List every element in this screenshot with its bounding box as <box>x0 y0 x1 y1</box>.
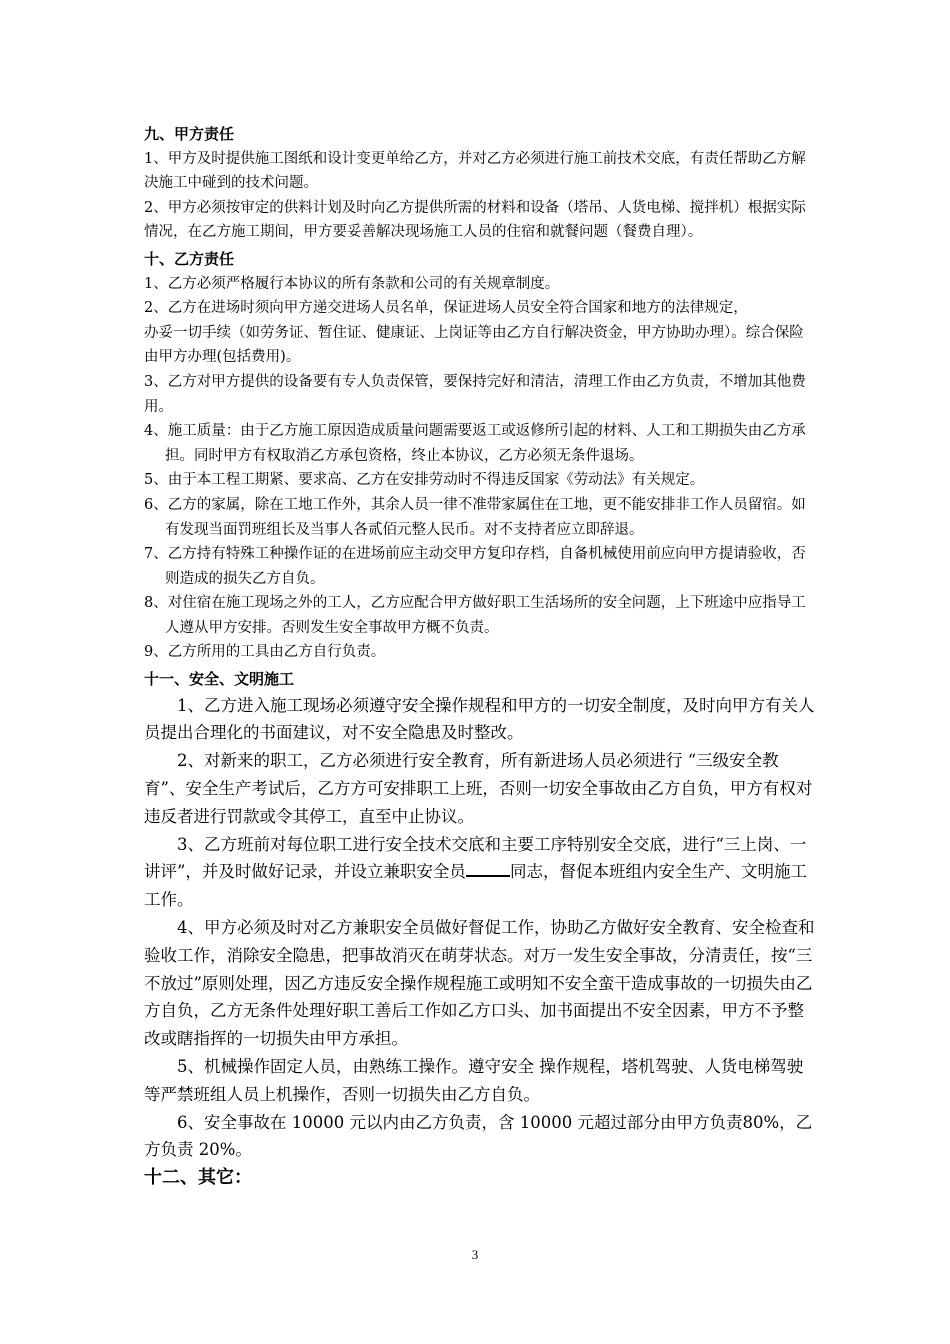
section-11-paragraph-3-part-1: 3、乙方班前对每位职工进行安全技术交底和主要工序特别安全交底，进行“三上岗、一讲评”，并及时做好记录，并设立兼职安全员 <box>144 834 807 882</box>
fill-in-blank <box>466 861 510 877</box>
section-11-heading: 十一、安全、文明施工 <box>144 670 295 689</box>
section-11-paragraph-6: 6、安全事故在 10000 元以内由乙方负责，含 10000 元超过部分由甲方负责80%，乙方负责 20%。 <box>144 1112 813 1160</box>
section-10-paragraph-9: 9、乙方所用的工具由乙方自行负责。 <box>144 644 386 661</box>
section-11-paragraph-3-part-2: 同志，督促本班组内安全生产、文明施工工作。 <box>144 862 807 910</box>
section-11-paragraph-1: 1、乙方进入施工现场必须遵守安全操作规程和甲方的一切安全制度，及时向甲方有关人员提出合理化的书面建议，对不安全隐患及时整改。 <box>144 695 815 743</box>
section-9-paragraph-2: 2、甲方必须按审定的供料计划及时向乙方提供所需的材料和设备（塔吊、人货电梯、搅拌机）根据实际情况，在乙方施工期间，甲方要妥善解决现场施工人员的住宿和就餐问题（餐费自理）。 <box>144 199 806 241</box>
section-11-paragraph-2: 2、对新来的职工，乙方必须进行安全教育，所有新进场人员必须进行 “三级安全教育”、安全生产考试后，乙方方可安排职工上班，否则一切安全事故由乙方自负，甲方有权对违反者进行罚款或令其停工，直至中止协议。 <box>144 751 813 826</box>
section-10-paragraph-5: 5、由于本工程工期紧、要求高、乙方在安排劳动时不得违反国家《劳动法》有关规定。 <box>144 472 705 489</box>
section-9-heading: 九、甲方责任 <box>144 125 235 143</box>
page-number: 3 <box>471 1247 479 1262</box>
section-10-paragraph-6: 6、乙方的家属，除在工地工作外，其余人员一律不准带家属住在工地，更不能安排非工作人员留宿。如有发现当面罚班组长及当事人各贰佰元整人民币。对不支持者应立即辞退。 <box>144 496 806 538</box>
section-10-heading: 十、乙方责任 <box>144 249 235 268</box>
section-10-paragraph-2: 2、乙方在进场时须向甲方递交进场人员名单，保证进场人员安全符合国家和地方的法律规定， <box>144 300 748 317</box>
section-11-paragraph-3 <box>144 831 816 914</box>
section-11-paragraph-5: 5、机械操作固定人员，由熟练工操作。遵守安全 操作规程，塔机驾驶、人货电梯驾驶等严禁班组人员上机操作，否则一切损失由乙方自负。 <box>144 1057 804 1104</box>
section-10-paragraph-1: 1、乙方必须严格履行本协议的所有条款和公司的有关规章制度。 <box>144 275 560 292</box>
document-page <box>144 120 816 1192</box>
section-9-paragraph-1: 1、甲方及时提供施工图纸和设计变更单给乙方，并对乙方必须进行施工前技术交底，有责任帮助乙方解决施工中碰到的技术问题。 <box>144 150 806 192</box>
section-11-paragraph-4: 4、甲方必须及时对乙方兼职安全员做好督促工作，协助乙方做好安全教育、安全检查和验收工作，消除安全隐患，把事故消灭在萌芽状态。对万一发生安全事故，分清责任，按“三不放过”原则处理，因乙方违反安全操作规程施工或明知不安全蛮干造成事故的一切损失由乙方自负，乙方无条件处理好职工善后工作如乙方口头、加书面提出不安全因素，甲方不予整改或瞎指挥的一切损失由甲方承担。 <box>144 918 815 1049</box>
section-10-paragraph-4: 4、施工质量：由于乙方施工原因造成质量问题需要返工或返修所引起的材料、人工和工期损失由乙方承担。同时甲方有权取消乙方承包资格，终止本协议，乙方必须无条件退场。 <box>144 423 806 464</box>
section-10-paragraph-2-continued: 办妥一切手续（如劳务证、暂住证、健康证、上岗证等由乙方自行解决资金，甲方协助办理）。综合保险由甲方办理(包括费用)。 <box>144 324 804 366</box>
section-12-heading: 十二、其它： <box>144 1167 252 1189</box>
section-10-paragraph-8: 8、对住宿在施工现场之外的工人，乙方应配合甲方做好职工生活场所的安全问题，上下班途中应指导工人遵从甲方安排。否则发生安全事故甲方概不负责。 <box>144 595 806 636</box>
section-10-paragraph-7: 7、乙方持有特殊工种操作证的在进场前应主动交甲方复印存档，自备机械使用前应向甲方提请验收，否则造成的损失乙方自负。 <box>144 546 806 587</box>
section-10-paragraph-3: 3、乙方对甲方提供的设备要有专人负责保管，要保持完好和清洁，清理工作由乙方负责，不增加其他费用。 <box>144 373 806 415</box>
